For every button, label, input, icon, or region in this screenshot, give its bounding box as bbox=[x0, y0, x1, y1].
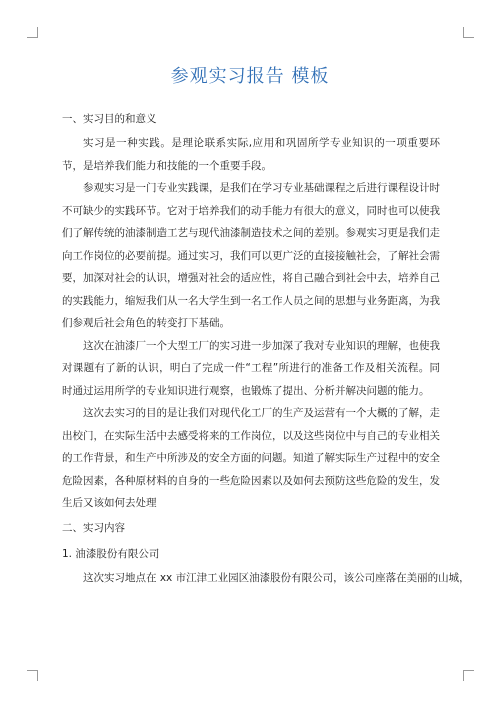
document-body bbox=[62, 104, 470, 589]
section-heading-purpose: 一、实习目的和意义 bbox=[62, 113, 157, 125]
paragraph-2: 参观实习是一门专业实践课，是我们在学习专业基础课程之后进行课程设计时不可缺少的实践环节。它对于培养我们的动手能力有很大的意义，同时也可以使我们了解传统的油漆制造工艺与现代油漆制造技术之间的差别。参观实习更是我们走向工作岗位的必要前提。通过实习，我们可以更广泛的直接接触社会，了解社会需要，加深对社会的认识，增强对社会的适应性，将自己融合到社会中去，培养自己的实践能力，缩短我们从一名大学生到一名工作人员之间的思想与业务距离，为我们参观后社会角色的转变打下基础。 bbox=[62, 182, 440, 329]
crop-mark-bottom-left bbox=[27, 670, 38, 681]
paragraph-3: 这次在油漆厂一个大型工厂的实习进一步加深了我对专业知识的理解，也使我对课题有了新的认识，明白了完成一件“工程”所进行的准备工作及相关流程。同时通过运用所学的专业知识进行观察，也锻炼了提出、分析并解决问题的能力。 bbox=[62, 339, 440, 397]
paragraph-1: 实习是一种实践。是理论联系实际,应用和巩固所学专业知识的一项重要环节，是培养我们能力和技能的一个重要手段。 bbox=[62, 137, 440, 172]
paragraph-5: 这次实习地点在 xx 市江津工业园区油漆股份有限公司，该公司座落在美丽的山城， bbox=[83, 571, 470, 584]
crop-mark-top-left bbox=[27, 27, 38, 38]
document-title: 参观实习报告 模板 bbox=[170, 66, 330, 87]
crop-mark-top-right bbox=[463, 27, 474, 38]
subsection-heading-company: 1. 油漆股份有限公司 bbox=[62, 547, 160, 560]
section-heading-content: 二、实习内容 bbox=[62, 521, 125, 534]
crop-mark-bottom-right bbox=[463, 670, 474, 681]
paragraph-4: 这次去实习的目的是让我们对现代化工厂的生产及运营有一个大概的了解，走出校门，在实际生活中去感受将来的工作岗位，以及这些岗位中与自己的专业相关的工作背景，和生产中所涉及的安全方面的问题。知道了解实际生产过程中的安全危险因素，各种原材料的自身的一些危险因素以及如何去预防这些危险的发生，发生后又该如何去处理 bbox=[62, 407, 440, 509]
